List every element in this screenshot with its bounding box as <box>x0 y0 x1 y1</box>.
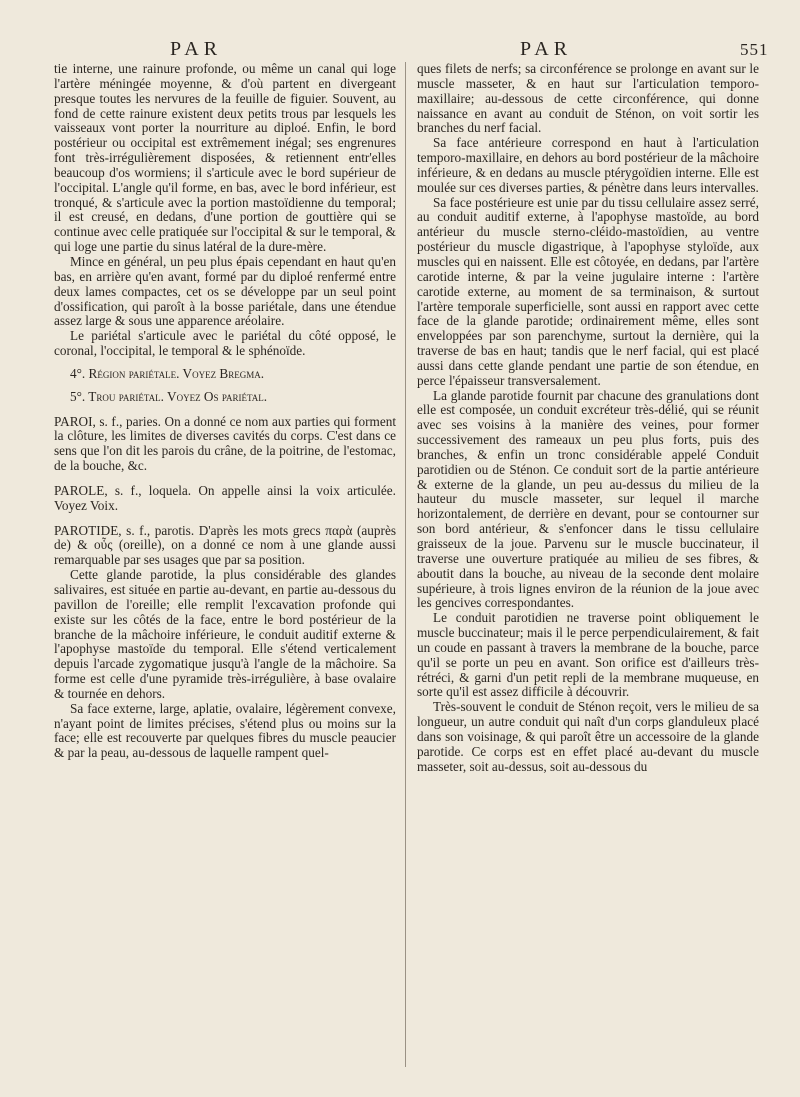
paragraph: Le pariétal s'articule avec le pariétal du côté opposé, le coronal, l'occipital, le temporal & le sphénoïde. <box>54 328 396 359</box>
column-divider <box>405 62 406 1067</box>
paragraph: Cette glande parotide, la plus considérable des glandes salivaires, est située en partie au-devant, en partie au-dessous du pavillon de l'oreille; elle remplit l'excavation profonde qui existe sur les côtés de la face, entre le bord postérieur de la branche de la mâchoire inférieure, le conduit auditif externe & l'apophyse mastoïde du temporal. Elle s'étend verticalement depuis l'arcade zygomatique jusqu'à l'angle de la mâchoire. Sa forme est celle d'une pyramide très-irrégulière, à base ovalaire & tournée en dehors. <box>54 567 396 701</box>
entry-paroi: PAROI, s. f., paries. On a donné ce nom aux parties qui forment la clôture, les limites de diverses cavités du corps. C'est dans ce sens que l'on dit les parois du crâne, de la poitrine, de l'estomac, de la bouche, &c. <box>54 413 396 474</box>
entry-parotide: PAROTIDE, s. f., parotis. D'après les mots grecs παρὰ (auprès de) & οὖς (oreille), on a donné ce nom à une glande aussi remarquable par ses usages que par sa position. <box>54 522 396 568</box>
paragraph: Très-souvent le conduit de Sténon reçoit, vers le milieu de sa longueur, un autre conduit qui naît d'un corps glanduleux placé dans son voisinage, & qui paroît être un accessoire de la glande parotide. Ce corps est en effet placé au-devant du muscle masseter, soit au-dessus, soit au-dessous du <box>417 699 759 774</box>
paragraph: La glande parotide fournit par chacune des granulations dont elle est composée, un conduit excréteur très-délié, qui se réunit avec ses voisins à la manière des veines, pour former successivement des rameaux un peu plus forts, puis des branches, & enfin un tronc considérable appelé Conduit parotidien ou de Sténon. Ce conduit sort de la partie antérieure & externe de la glande, un peu au-dessus du milieu de la hauteur du muscle masseter, sur lequel il marche horizontalement, de derrière en devant, pour se contourner sur son bord antérieur, & s'enfoncer dans le tissu cellulaire graisseux de la joue. Parvenu sur le muscle buccinateur, il traverse une ouverture pratiquée au milieu de ses fibres, & aboutit dans la bouche, au niveau de la seconde dent molaire supérieure, à trois lignes environ de la réunion de la joue avec les gencives correspondantes. <box>417 387 759 611</box>
running-head-left: PAR <box>170 38 223 60</box>
entry-parole: PAROLE, s. f., loquela. On appelle ainsi la voix articulée. Voyez Voix. <box>54 482 396 513</box>
page-number: 551 <box>740 40 769 59</box>
sub-entry: 4°. Région pariétale. Voyez Bregma. <box>70 365 265 381</box>
paragraph: Le conduit parotidien ne traverse point obliquement le muscle buccinateur; mais il le perce perpendiculairement, & fait un coude en passant à travers la membrane de la bouche, parce qu'il se porte un peu en avant. Son orifice est d'ailleurs très-rétréci, & garni d'un petit repli de la membrane muqueuse, en sorte qu'il est assez difficile à découvrir. <box>417 610 759 700</box>
paragraph: Mince en général, un peu plus épais cependant en haut qu'en bas, en arrière qu'en avant, formé par du diploé renfermé entre deux lames compactes, cet os se développe par un seul point d'ossification, qui paroît à la bosse pariétale, dans une étendue assez large & sous une apparence aréolaire. <box>54 253 396 329</box>
paragraph: Sa face postérieure est unie par du tissu cellulaire assez serré, au conduit auditif externe, à l'apophyse mastoïde, au bord antérieur du muscle sterno-cléido-mastoïdien, au ventre postérieur du muscle digastrique, à l'apophyse styloïde, aux muscles qui en naissent. Elle est côtoyée, en dedans, par l'artère carotide interne, & par la veine jugulaire interne : l'artère carotide externe, au moment de sa terminaison, & surtout l'artère temporale superficielle, sont aussi en rapport avec cette face de la glande parotide; ordinairement même, elles sont enveloppées par son parenchyme, surtout la dernière, qui la traverse de bas en haut; tandis que le nerf facial, qui est placé aussi dans cette glande pendant une partie de son étendue, en perce l'épaisseur transversalement. <box>417 194 759 388</box>
paragraph: Sa face antérieure correspond en haut à l'articulation temporo-maxillaire, en dehors au bord postérieur de la mâchoire inférieure, & en dedans au muscle ptérygoïdien interne. Elle est moulée sur ces diverses parties, & pénètre dans leurs intervalles. <box>417 135 759 195</box>
paragraph: Sa face externe, large, aplatie, ovalaire, légèrement convexe, n'ayant point de limites précises, s'étend plus ou moins sur la face; elle est recouverte par quelques fibres du muscle peaucier & par la peau, au-dessous de laquelle rampent quel- <box>54 700 396 761</box>
running-head-right: PAR <box>520 38 573 60</box>
sub-entry: 5°. Trou pariétal. Voyez Os pariétal. <box>70 388 268 404</box>
paragraph: ques filets de nerfs; sa circonférence se prolonge en avant sur le muscle masseter, & en haut sur l'articulation temporo-maxillaire; au-dessous de cette circonférence, qui donne naissance en avant au conduit de Sténon, on voit sortir les branches du nerf facial. <box>417 61 759 136</box>
paragraph: tie interne, une rainure profonde, ou même un canal qui loge l'artère méningée moyenne, & d'où partent en divergeant presque toutes les nervures de la feuille de figuier. Souvent, au fond de cette rainure existent deux petits trous par lesquels les vaisseaux vont porter la nourriture au diploé. Enfin, le bord postérieur ou occipital est extrêmement inégal; ses engrenures font très-irrégulièrement disposées, & retiennent entr'elles beaucoup d'os wormiens; il s'articule avec le bord supérieur de l'occipital. L'angle qu'il forme, en bas, avec le bord inférieur, est tronqué, & s'articule avec la portion mastoïdienne du temporal; il est creusé, en dedans, d'une portion de gouttière qui se continue avec celle pratiquée sur l'occipital & sur le temporal, & qui loge une partie du sinus latéral de la dure-mère. <box>54 61 396 255</box>
left-column <box>54 62 396 761</box>
right-column <box>417 62 759 775</box>
